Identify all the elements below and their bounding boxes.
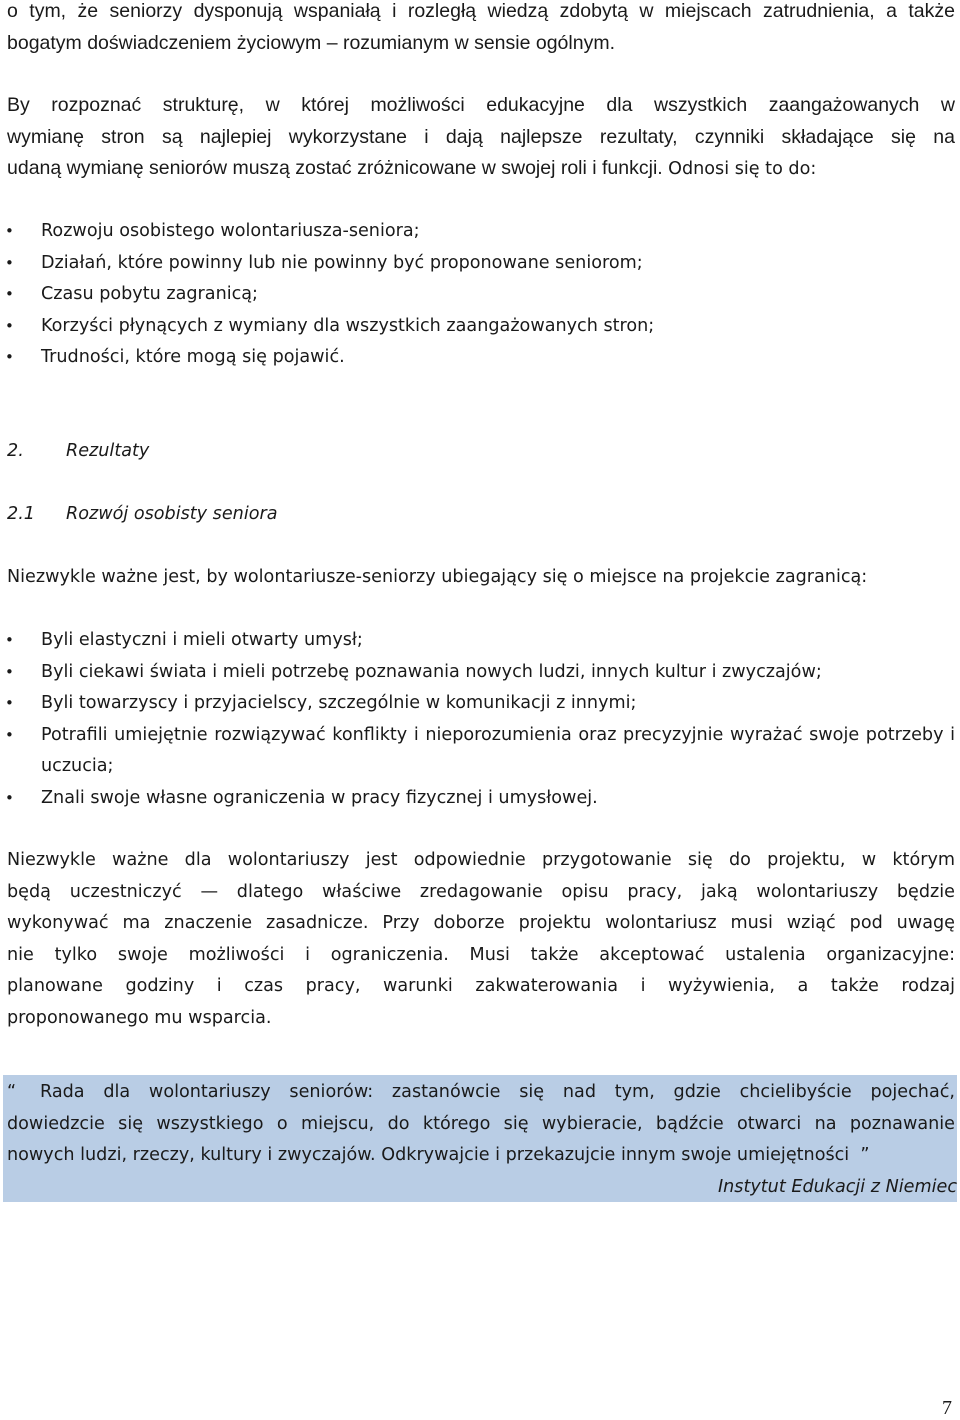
section-heading-2 [7,436,149,468]
intro-line-1: o tym, że seniorzy dysponują wspaniałą i rozległą wiedzą zdobytą w miejscach zatrudnienia, a także [7,0,955,22]
quote-line-3-text: nowych ludzi, rzeczy, kultury i zwyczajów. Odkrywajcie i przekazujcie innym swoje umiejętności [7,1145,850,1165]
structure-line-2: wymianę stron są najlepiej wykorzystane i dają najlepsze rezultaty, czynniki składające się na [7,125,955,148]
section-title: Rezultaty [66,441,150,461]
list-item: • Byli ciekawi świata i mieli potrzebę poznawania nowych ludzi, innych kultur i zwyczajów; [0,657,955,689]
quote-line-1-text: Rada dla wolontariuszy seniorów: zastanówcie się nad tym, gdzie chcielibyście pojechać, [40,1082,955,1102]
structure-paragraph [7,90,955,186]
preparation-line-3: wykonywać ma znaczenie zasadnicze. Przy doborze projektu wolontariusz musi wziąć pod uwagę [7,913,955,933]
section-title: Rozwój osobisty seniora [66,504,278,524]
intro-paragraph [7,0,955,59]
section-number: 2. [7,441,24,461]
quote-line-1 [7,1077,955,1109]
bullet-icon: • [5,631,14,649]
list-item: • Rozwoju osobistego wolontariusza-seniora; [0,216,955,248]
list-item: • Byli elastyczni i mieli otwarty umysł; [0,625,955,657]
bullet-icon: • [5,222,14,240]
preparation-line-5: planowane godziny i czas pracy, warunki zakwaterowania i wyżywienia, a także rodzaj [7,976,955,996]
page-number: 7 [942,1397,952,1419]
quote-source: Instytut Edukacji z Niemiec [717,1177,957,1197]
list-item: • Trudności, które mogą się pojawić. [0,342,955,374]
section-heading-2-1 [7,499,278,531]
list-item: • Potrafili umiejętnie rozwiązywać konflikty i nieporozumienia oraz precyzyjnie wyrażać swoje potrzeby i uczucia; [0,720,955,783]
structure-line-3-tail: Odnosi się to do: [668,159,817,179]
requirements-list [0,625,955,814]
open-quote-mark: “ [7,1082,17,1102]
list-item: • Korzyści płynących z wymiany dla wszystkich zaangażowanych stron; [0,311,955,343]
bullet-icon: • [5,662,14,681]
preparation-line-2: będą uczestniczyć — dlatego właściwe zredagowanie opisu pracy, jaką wolontariuszy będzie [7,881,955,902]
preparation-line-4: nie tylko swoje możliwości i ograniczenia. Musi także akceptować ustalenia organizacyjne: [7,944,955,965]
quote-text [7,1077,955,1172]
bullet-icon: • [5,725,14,744]
bullet-icon: • [5,694,14,712]
list-item: • Działań, które powinny lub nie powinny być proponowane seniorom; [0,248,955,280]
bullet-icon: • [5,253,14,272]
close-quote-mark: ” [860,1145,870,1165]
bullet-icon: • [5,285,14,303]
list-item: • Byli towarzyscy i przyjacielscy, szczególnie w komunikacji z innymi; [0,688,955,720]
list-item: • Znali swoje własne ograniczenia w pracy fizycznej i umysłowej. [0,783,955,815]
structure-line-3-text: udaną wymianę seniorów muszą zostać zróżnicowane w swojej roli i funkcji. [7,157,663,179]
quote-line-2: dowiedzcie się wszystkiego o miejscu, do którego się wybieracie, bądźcie otwarci na poznawanie [7,1113,955,1134]
quote-line-3 [7,1140,955,1172]
preparation-line-1: Niezwykle ważne dla wolontariuszy jest odpowiednie przygotowanie się do projektu, w którym [7,850,955,870]
requirements-intro: Niezwykle ważne jest, by wolontariusze-seniorzy ubiegający się o miejsce na projekcie zagranicą: [7,567,868,587]
factors-list [0,216,955,374]
intro-line-2: bogatym doświadczeniem życiowym – rozumianym w sensie ogólnym. [7,31,615,54]
structure-line-1: By rozpoznać strukturę, w której możliwości edukacyjne dla wszystkich zaangażowanych w [7,94,955,116]
list-item: • Czasu pobytu zagranicą; [0,279,955,311]
section-number: 2.1 [7,504,35,524]
structure-line-3 [7,153,955,186]
bullet-icon: • [5,788,14,807]
preparation-paragraph [7,845,955,1034]
preparation-line-6: proponowanego mu wsparcia. [7,1007,272,1028]
bullet-icon: • [5,316,14,335]
bullet-icon: • [5,348,14,366]
